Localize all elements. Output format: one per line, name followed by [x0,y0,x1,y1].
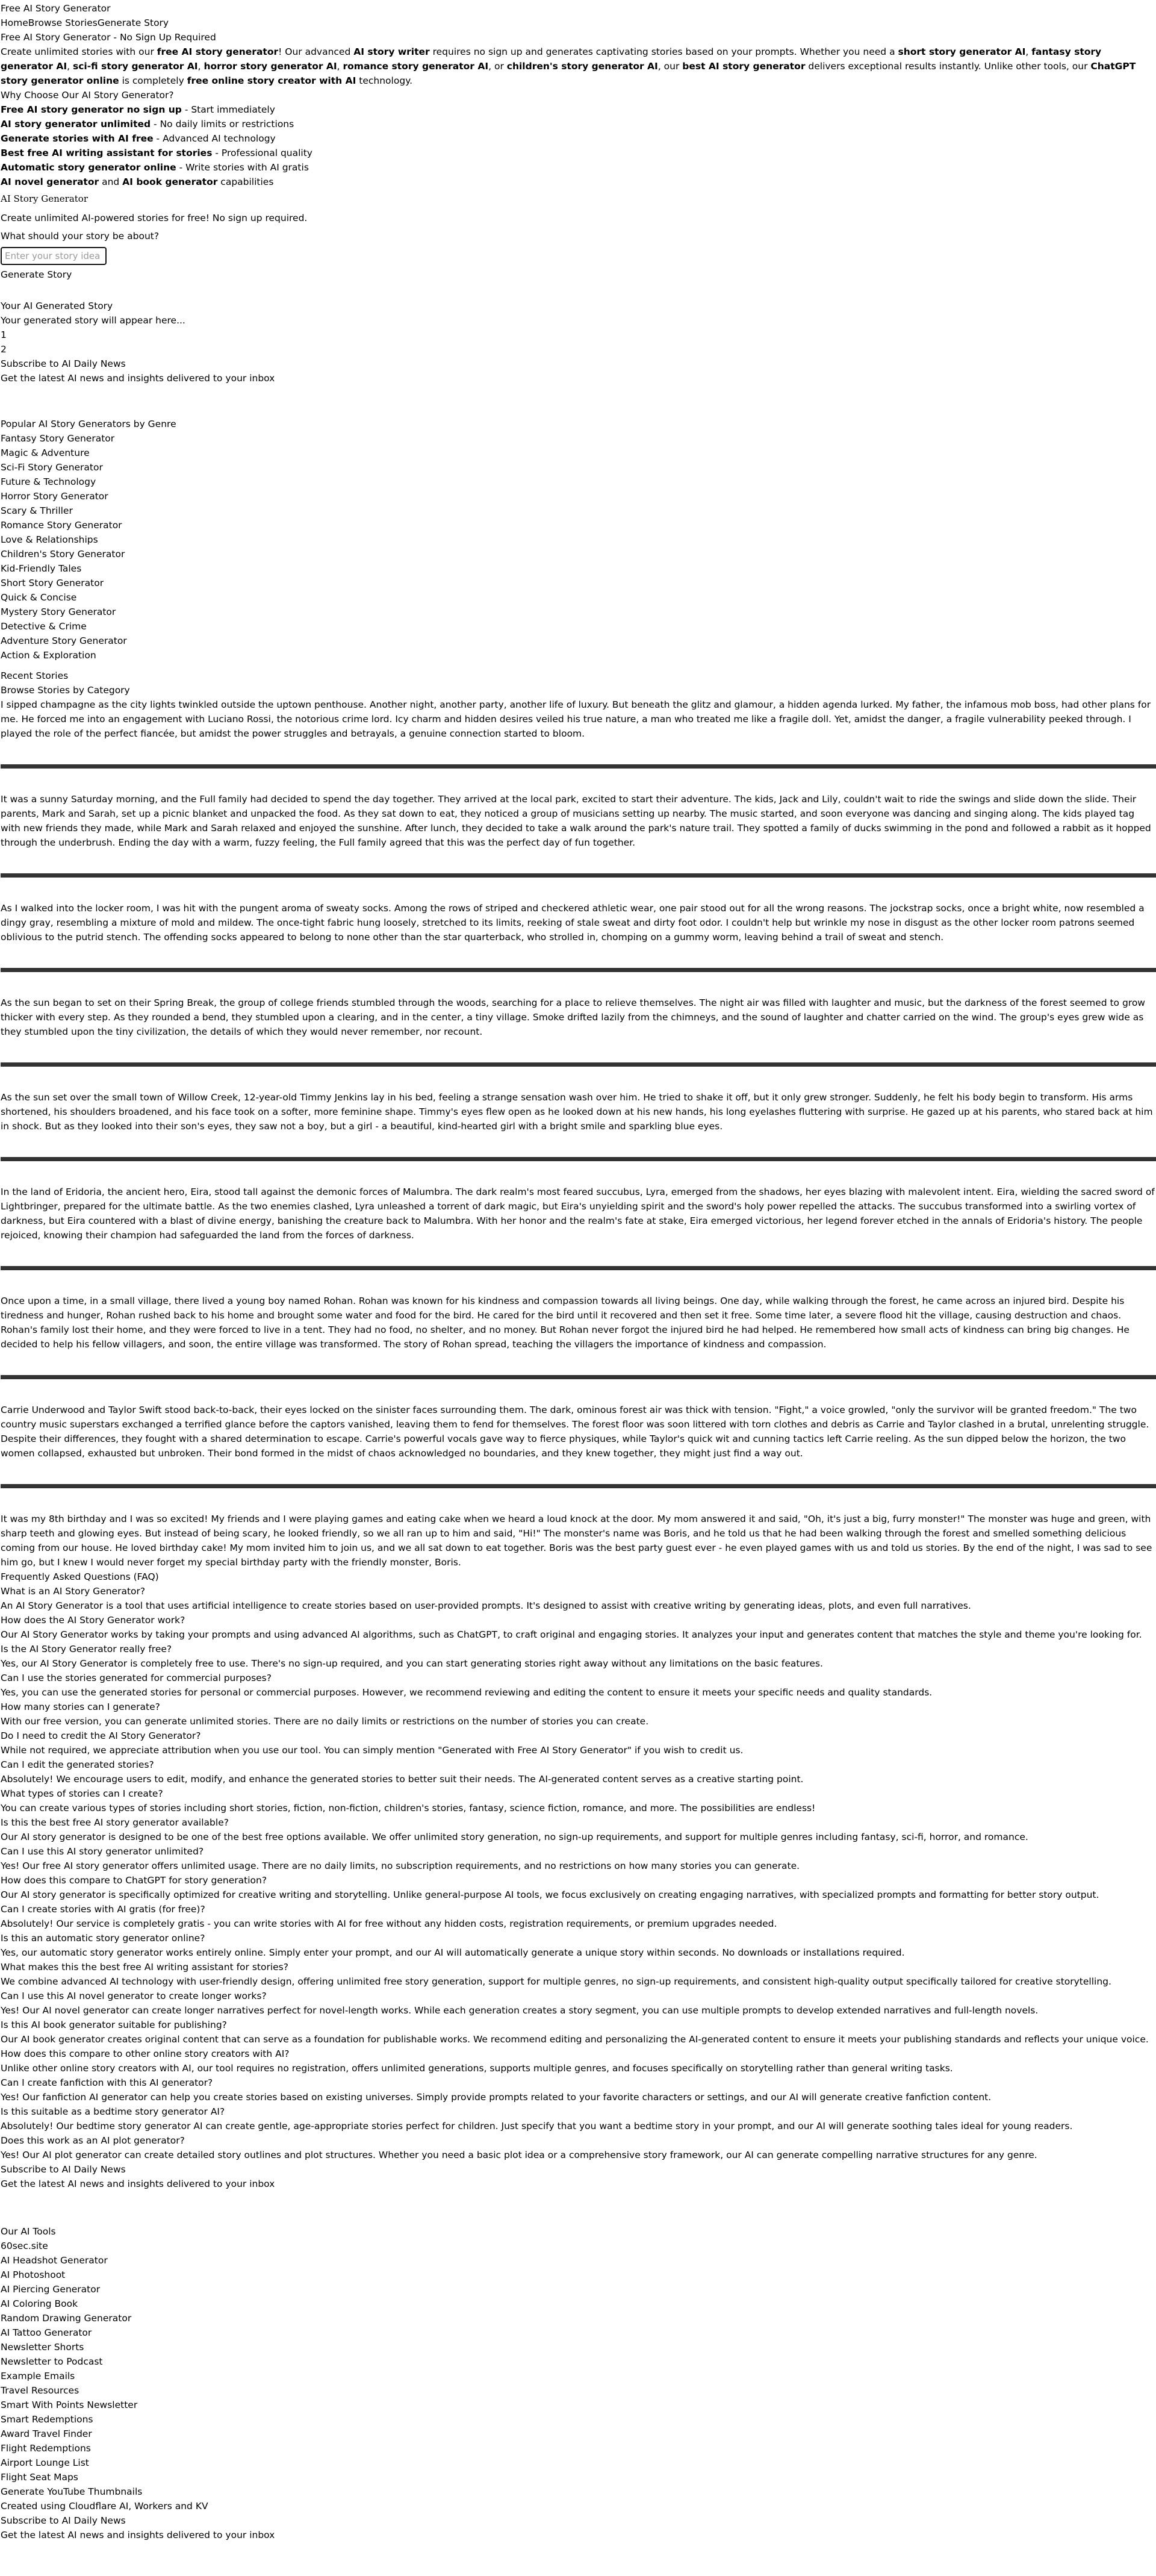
intro-segment: AI story writer [353,46,430,57]
genre-section [1,417,1156,663]
footer [1,2224,1156,2542]
story-paragraph: As I walked into the locker room, I was hit with the pungent aroma of sweaty socks. Among the rows of striped and checkered athletic wear, one pair stood out for all the wrong reasons. The jockstrap socks, once a bright white, now resembled a dingy gray, resembling a mixture of mold and mildew. The once-tight fabric hung loosely, stretched to its limits, reeking of stale sweat and dirty foot odor. I couldn't help but wrinkle my nose in disgust as the other locker room patrons seemed oblivious to the putrid stench. The offending socks appeared to belong to none other than the star quarterback, who strolled in, chomping on a gummy worm, leaving behind a trail of sweat and stench. [1,903,1145,943]
story-idea-input-row [1,247,1156,265]
faq-question: Can I edit the generated stories? [1,1759,154,1770]
widget-subtitle: Create unlimited AI-powered stories for free! No sign up required. [1,213,308,223]
intro-segment: , or [488,61,507,72]
genre-link-romance-story-generator[interactable]: Romance Story Generator [1,520,122,531]
story-divider [1,873,1156,878]
output-title: Your AI Generated Story [1,301,113,311]
story-divider [1,1375,1156,1379]
footer-link-list [1,2239,1156,2499]
feature-item [1,131,1156,146]
subscribe-subtitle-footer: Get the latest AI news and insights delivered to your inbox [1,2530,275,2540]
footer-credit: Created using Cloudflare AI, Workers and KV [1,2501,208,2512]
faq-answer: An AI Story Generator is a tool that uses artificial intelligence to create stories based on user-provided prompts. It's designed to assist with creative writing by generating ideas, plots, and even full narratives. [1,1600,971,1611]
intro-segment: free AI story generator [157,46,279,57]
feature-segment: and [99,176,123,187]
faq-section [1,1570,1156,2162]
faq-question: What makes this the best free AI writing assistant for stories? [1,1962,288,1973]
story-divider [1,1266,1156,1270]
genre-link-short-story-generator[interactable]: Short Story Generator [1,578,104,588]
subscribe-title: Subscribe to AI Daily News [1,358,126,369]
genre-tagline: Love & Relationships [1,534,98,545]
feature-item [1,117,1156,131]
faq-question: Can I create stories with AI gratis (for free)? [1,1904,205,1915]
recent-stories-heading: Recent Stories [1,670,69,681]
story-paragraph: In the land of Eridoria, the ancient hero, Eira, stood tall against the demonic forces of Malumbra. The dark realm's most feared succubus, Lyra, emerged from the shadows, her eyes blazing with malevolent intent. Eira, wielding the sacred sword of Lightbringer, prepared for the ultimate battle. As the two enemies clashed, Lyra unleashed a torrent of dark magic, but Eira's unyielding spirit and the sword's holy power repelled the attacks. The succubus transformed into a swirling vortex of darkness, but Eira countered with a blast of divine energy, banishing the creature back to Malumbra. With her honor and the realm's fate at stake, Eira emerged victorious, her legend forever etched in the annals of Eridoria's history. The people rejoiced, knowing their champion had safeguarded the land from the forces of darkness. [1,1187,1155,1241]
intro-segment: best AI story generator [682,61,806,72]
feature-segment: - No daily limits or restrictions [151,119,294,129]
feature-segment: - Start immediately [181,104,275,115]
nav-link-generate-story[interactable]: Generate Story [97,17,169,28]
faq-answer: Our AI story generator is designed to be one of the best free options available. We offer unlimited story generation, no sign-up requirements, and support for multiple genres including fantasy, sci-fi, horror, and romance. [1,1832,1028,1842]
faq-question: Is this AI book generator suitable for publishing? [1,2019,227,2030]
feature-item [1,146,1156,160]
footer-link-smart-redemptions[interactable]: Smart Redemptions [1,2414,93,2425]
genre-tagline: Detective & Crime [1,621,87,632]
footer-link-newsletter-shorts[interactable]: Newsletter Shorts [1,2342,84,2353]
feature-segment: Automatic story generator online [1,162,176,173]
intro-paragraph [1,45,1156,88]
faq-question: Is the AI Story Generator really free? [1,1644,172,1654]
faq-question: What types of stories can I create? [1,1788,163,1799]
faq-answer: Our AI Story Generator works by taking your prompts and using advanced AI algorithms, such as ChatGPT, to craft original and engaging stories. It analyzes your input and generates content that matches the style and theme you're looking for. [1,1629,1142,1640]
faq-answer: Our AI book generator creates original content that can serve as a foundation for publishable works. We recommend editing and personalizing the AI-generated content to ensure it meets your publishing standards and reflects your unique voice. [1,2034,1149,2045]
story-paragraph: I sipped champagne as the city lights twinkled outside the uptown penthouse. Another night, another party, another life of luxury. But beneath the glitz and glamour, a hidden agenda lurked. My father, the infamous mob boss, had other plans for me. He forced me into an engagement with Luciano Rossi, the notorious crime lord. Icy charm and hidden desires veiled his true nature, a man who treated me like a fragile doll. Yet, amidst the danger, a fragile vulnerability peeked through. I played the role of the perfect fiancée, but amidst the power struggles and betrayals, a genuine connection started to bloom. [1,699,1151,739]
faq-answer: While not required, we appreciate attribution when you use our tool. You can simply mention "Generated with Free AI Story Generator" if you wish to credit us. [1,1745,744,1756]
faq-answer: We combine advanced AI technology with user-friendly design, offering unlimited free story generation, support for multiple genres, no sign-up requirements, and consistent high-quality output specifically tailored for creative storytelling. [1,1976,1111,1987]
intro-segment: , [197,61,204,72]
genre-link-fantasy-story-generator[interactable]: Fantasy Story Generator [1,433,115,444]
faq-question: How does this compare to ChatGPT for story generation? [1,1875,267,1886]
genre-tagline: Kid-Friendly Tales [1,563,82,574]
nav-link-browse-stories[interactable]: Browse Stories [28,17,98,28]
intro-segment: children's story generator AI [506,61,658,72]
genres-heading: Popular AI Story Generators by Genre [1,419,176,429]
pagination-page-1[interactable]: 1 [1,329,7,340]
faq-question: How does this compare to other online story creators with AI? [1,2048,290,2059]
feature-segment: Generate stories with AI free [1,133,154,144]
feature-segment: Free AI story generator no sign up [1,104,182,115]
story-divider [1,1157,1156,1161]
main-nav [1,16,1156,30]
feature-segment: AI story generator unlimited [1,119,151,129]
pagination [1,328,1156,357]
story-paragraph: As the sun began to set on their Spring Break, the group of college friends stumbled through the woods, searching for a place to relieve themselves. The night air was filled with laughter and music, but the darkness of the forest seemed to grow thicker with every step. As they rounded a bend, they stumbled upon a clearing, and in the center, a tiny village. Smoke drifted lazily from the chimneys, and the sound of laughter and chatter carried on the wind. The group's eyes grew wide as they stumbled upon the tiny civilization, the details of which they would never remember, nor recount. [1,997,1145,1037]
story-idea-input[interactable] [1,247,107,265]
genre-link-mystery-story-generator[interactable]: Mystery Story Generator [1,607,116,617]
intro-segment: sci-fi story generator AI [72,61,198,72]
nav-link-home[interactable]: Home [1,17,28,28]
faq-question: How many stories can I generate? [1,1701,160,1712]
genre-link-horror-story-generator[interactable]: Horror Story Generator [1,491,108,502]
faq-answer: Absolutely! We encourage users to edit, modify, and enhance the generated stories to better suit their needs. The AI-generated content serves as a creative starting point. [1,1774,804,1785]
footer-link-smart-with-points-newsletter[interactable]: Smart With Points Newsletter [1,2400,138,2410]
story-divider [1,1484,1156,1488]
faq-question: How does the AI Story Generator work? [1,1615,185,1626]
footer-link-flight-redemptions[interactable]: Flight Redemptions [1,2443,91,2454]
story-paragraph: Carrie Underwood and Taylor Swift stood back-to-back, their eyes locked on the sinister faces surrounding them. The dark, ominous forest air was thick with tension. "Fight," a voice growled, "only the survivor will be granted freedom." The two country music superstars exchanged a terrified glance before the captors vanished, leaving them to fend for themselves. The forest floor was soon littered with torn clothes and debris as Carrie and Taylor clashed in a brutal, unrelenting struggle. Despite their differences, they fought with a shared determination to escape. Carrie's powerful vocals gave way to fierce physiques, while Taylor's quick wit and cunning tactics left Carrie reeling. As the sun dipped below the horizon, the two women collapsed, exhausted but unbroken. Their bond formed in the midst of chaos acknowledged no boundaries, and they knew together, they might just find a way out. [1,1405,1149,1459]
feature-segment: Best free AI writing assistant for stories [1,148,213,158]
intro-segment: , [67,61,73,72]
feature-list [1,102,1156,189]
browse-stories-heading: Browse Stories by Category [1,685,130,696]
subscribe-subtitle-mid: Get the latest AI news and insights delivered to your inbox [1,2178,275,2189]
faq-question: Can I create fanfiction with this AI generator? [1,2077,213,2088]
faq-question: Is this an automatic story generator online? [1,1933,205,1944]
feature-item [1,102,1156,117]
faq-answer: Absolutely! Our bedtime story generator AI can create gentle, age-appropriate stories perfect for children. Just specify that you want a bedtime story in your prompt, and our AI will generate soothing tales ideal for young readers. [1,2121,1073,2132]
faq-answer: Yes, our AI Story Generator is completely free to use. There's no sign-up required, and you can start generating stories right away without any limitations on the basic features. [1,1658,823,1669]
footer-link-ai-coloring-book[interactable]: AI Coloring Book [1,2298,78,2309]
output-placeholder: Your generated story will appear here... [1,315,185,326]
intro-segment: , [1025,46,1032,57]
faq-question: Can I use this AI story generator unlimited? [1,1846,204,1857]
footer-link-60sec-site[interactable]: 60sec.site [1,2241,48,2251]
faq-question: Is this the best free AI story generator available? [1,1817,229,1828]
footer-link-random-drawing-generator[interactable]: Random Drawing Generator [1,2313,132,2324]
story-divider [1,764,1156,769]
faq-answer: With our free version, you can generate unlimited stories. There are no daily limits or restrictions on the number of stories you can create. [1,1716,649,1727]
page-heading: Free AI Story Generator - No Sign Up Required [1,32,216,43]
genre-link-children-s-story-generator[interactable]: Children's Story Generator [1,549,125,560]
site-title: Free AI Story Generator [1,3,111,14]
faq-question: Can I use this AI novel generator to create longer works? [1,1991,267,2001]
prompt-label: What should your story be about? [1,231,160,242]
faq-answer: Yes! Our AI plot generator can create detailed story outlines and plot structures. Whether you need a basic plot idea or a comprehensive story framework, our AI can generate compelling narrative structures for any genre. [1,2150,1037,2160]
feature-segment: capabilities [217,176,274,187]
footer-link-award-travel-finder[interactable]: Award Travel Finder [1,2428,92,2439]
intro-segment: romance story generator AI [343,61,489,72]
footer-link-travel-resources[interactable]: Travel Resources [1,2385,79,2396]
faq-answer: Yes, our automatic story generator works entirely online. Simply enter your prompt, and our AI will automatically generate a unique story within seconds. No downloads or installations required. [1,1947,905,1958]
subscribe-title-footer: Subscribe to AI Daily News [1,2515,126,2526]
feature-segment: - Professional quality [212,148,312,158]
faq-question: What is an AI Story Generator? [1,1586,146,1597]
footer-heading: Our AI Tools [1,2226,56,2237]
faq-question: Can I use the stories generated for commercial purposes? [1,1673,272,1683]
faq-question: Does this work as an AI plot generator? [1,2135,185,2146]
widget-title: AI Story Generator [1,193,89,204]
intro-segment: is completely [119,75,187,86]
intro-segment: , our [657,61,683,72]
genre-link-sci-fi-story-generator[interactable]: Sci-Fi Story Generator [1,462,103,473]
intro-segment: requires no sign up and generates captivating stories based on your prompts. Whether you need a [429,46,898,57]
footer-link-example-emails[interactable]: Example Emails [1,2371,75,2381]
genre-tagline: Scary & Thriller [1,505,73,516]
story-paragraph: Once upon a time, in a small village, there lived a young boy named Rohan. Rohan was known for his kindness and compassion towards all living beings. One day, while walking through the forest, he came across an injured bird. Despite his tiredness and hunger, Rohan rushed back to his home and brought some water and food for the bird. He cared for the bird until it recovered and then set it free. Some time later, a severe flood hit the village, causing destruction and chaos. Rohan's family lost their home, and they were forced to live in a tent. They had no food, no shelter, and no money. But Rohan never forgot the injured bird he had helped. He remembered how small acts of kindness can bring big changes. He decided to help his fellow villagers, and soon, the entire village was transformed. The story of Rohan spread, teaching the villagers the importance of kindness and compassion. [1,1296,1130,1350]
story-paragraph: It was my 8th birthday and I was so excited! My friends and I were playing games and eating cake when we heard a loud knock at the door. My mom answered it and said, "Oh, it's just a big, furry monster!" The monster was huge and green, with sharp teeth and glowing eyes. But instead of being scary, he looked friendly, so we all ran up to him and said, "Hi!" The monster's name was Boris, and he told us that he had been walking through the forest and smelled something delicious coming from our house. He loved birthday cake! My mom invited him to join us, and we all sat down to eat together. Boris was the best party guest ever - he even played games with us and told us stories. By the end of the night, I was sad to see him go, but I knew I would never forget my special birthday party with the friendly monster, Boris. [1,1514,1152,1568]
intro-segment: ! Our advanced [278,46,354,57]
subscribe-subtitle: Get the latest AI news and insights delivered to your inbox [1,373,275,384]
genre-link-adventure-story-generator[interactable]: Adventure Story Generator [1,635,127,646]
intro-segment: delivers exceptional results instantly. Unlike other tools, our [805,61,1091,72]
intro-segment: Create unlimited stories with our [1,46,157,57]
story-paragraph: As the sun set over the small town of Willow Creek, 12-year-old Timmy Jenkins lay in his bed, feeling a strange sensation wash over him. He tried to shake it off, but it only grew stronger. Suddenly, he felt his body begin to transform. His arms shortened, his shoulders broadened, and his face took on a softer, more feminine shape. Timmy's eyes flew open as he looked down at his new hands, his long eyelashes fluttering with surprise. He gazed up at his parents, who stared back at him in shock. But as they looked into their son's eyes, they saw not a boy, but a girl - a beautiful, kind-hearted girl with a bright smile and sparkling blue eyes. [1,1092,1153,1132]
faq-answer: Yes, you can use the generated stories for personal or commercial purposes. However, we recommend reviewing and editing the content to ensure it meets your specific needs and quality standards. [1,1687,933,1698]
faq-answer: Yes! Our AI novel generator can create longer narratives perfect for novel-length works. While each generation creates a story segment, you can use multiple prompts to develop extended narratives and full-length novels. [1,2005,1039,2016]
footer-link-generate-youtube-thumbnails[interactable]: Generate YouTube Thumbnails [1,2486,143,2497]
footer-link-ai-headshot-generator[interactable]: AI Headshot Generator [1,2255,108,2266]
faq-answer: Unlike other online story creators with AI, our tool requires no registration, offers unlimited generations, supports multiple genres, and focuses specifically on storytelling rather than general writing tasks. [1,2063,953,2074]
intro-segment: horror story generator AI [204,61,337,72]
footer-link-ai-tattoo-generator[interactable]: AI Tattoo Generator [1,2327,92,2338]
feature-segment: AI novel generator [1,176,99,187]
intro-segment: free online story creator with AI [187,75,356,86]
intro-segment: fantasy story generator AI [1,46,1102,72]
footer-link-flight-seat-maps[interactable]: Flight Seat Maps [1,2472,78,2483]
faq-answer: Yes! Our free AI story generator offers unlimited usage. There are no daily limits, no subscription requirements, and no restrictions on how many stories you can generate. [1,1860,800,1871]
faq-answer: You can create various types of stories including short stories, fiction, non-fiction, children's stories, fantasy, science fiction, romance, and more. The possibilities are endless! [1,1803,816,1813]
faq-heading: Frequently Asked Questions (FAQ) [1,1571,159,1582]
story-list [1,697,1156,1570]
faq-list [1,1584,1156,2162]
faq-question: Do I need to credit the AI Story Generator? [1,1730,201,1741]
genre-tagline: Future & Technology [1,476,96,487]
faq-answer: Yes! Our fanfiction AI generator can help you create stories based on existing universes. Simply provide prompts related to your favorite characters or settings, and our AI will generate creative fanfiction content. [1,2092,992,2103]
story-divider [1,1062,1156,1067]
intro-segment: ChatGPT story generator online [1,61,1136,86]
intro-segment: , [337,61,343,72]
feature-segment: - Advanced AI technology [153,133,276,144]
intro-segment: short story generator AI [898,46,1026,57]
footer-link-ai-photoshoot[interactable]: AI Photoshoot [1,2269,66,2280]
feature-item [1,160,1156,175]
genre-tagline: Action & Exploration [1,650,96,661]
feature-segment: AI book generator [122,176,218,187]
faq-question: Is this suitable as a bedtime story generator AI? [1,2106,225,2117]
intro-segment: technology. [356,75,413,86]
feature-item [1,175,1156,189]
footer-link-newsletter-to-podcast[interactable]: Newsletter to Podcast [1,2356,103,2367]
pagination-page-2[interactable]: 2 [1,344,7,355]
story-paragraph: It was a sunny Saturday morning, and the Full family had decided to spend the day together. They arrived at the local park, excited to start their adventure. The kids, Jack and Lily, couldn't wait to ride the swings and slide down the slide. Their parents, Mark and Sarah, set up a picnic blanket and unpacked the food. As they sat down to eat, they noticed a group of musicians setting up nearby. The music started, and soon everyone was dancing and singing along. The kids played tag with new friends they made, while Mark and Sarah relaxed and enjoyed the sunshine. After lunch, they decided to take a walk around the park's nature trail. They spotted a family of ducks swimming in the pond and followed a rabbit as it hopped through the underbrush. Ending the day with a warm, fuzzy feeling, the Full family agreed that this was the perfect day of fun together. [1,794,1151,848]
feature-segment: - Write stories with AI gratis [176,162,309,173]
faq-answer: Absolutely! Our service is completely gratis - you can write stories with AI for free without any hidden costs, registration requirements, or premium upgrades needed. [1,1918,777,1929]
why-choose-heading: Why Choose Our AI Story Generator? [1,90,174,101]
footer-link-airport-lounge-list[interactable]: Airport Lounge List [1,2457,89,2468]
generate-story-button[interactable]: Generate Story [1,269,72,280]
footer-link-ai-piercing-generator[interactable]: AI Piercing Generator [1,2284,101,2295]
genre-list [1,431,1156,663]
genre-tagline: Quick & Concise [1,592,77,603]
faq-answer: Our AI story generator is specifically optimized for creative writing and storytelling. Unlike general-purpose AI tools, we focus exclusively on creating engaging narratives, with specialized prompts and formatting for better story output. [1,1889,1099,1900]
story-divider [1,968,1156,972]
genre-tagline: Magic & Adventure [1,448,90,458]
subscribe-title-mid: Subscribe to AI Daily News [1,2164,126,2175]
